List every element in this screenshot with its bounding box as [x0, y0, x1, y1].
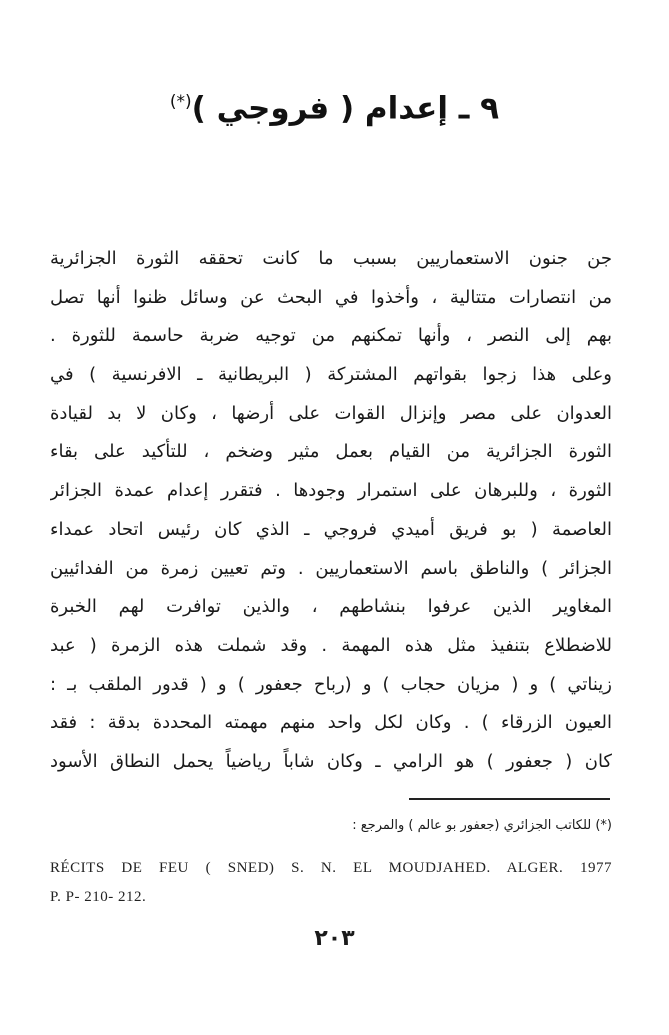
- body-line: زيناتي ) و ( مزيان حجاب ) و (رباح جعفور ) و ( قدور الملقب بـ :: [50, 673, 612, 695]
- body-line: وعلى هذا زجوا بقواتهم المشتركة ( البريطانية ـ الافرنسية ) في: [50, 364, 612, 386]
- body-line: من انتصارات متتالية ، وأخذوا في البحث عن وسائل ظنوا أنها تصل: [50, 286, 612, 308]
- chapter-title: [0, 78, 669, 132]
- footnote-mark: (*): [169, 92, 192, 112]
- body-line: جن جنون الاستعماريين بسبب ما كانت تحققه الثورة الجزائرية: [50, 248, 612, 269]
- body-line: العاصمة ( بو فريق أميدي فروجي ـ الذي كان رئيس اتحاد عمداء: [50, 518, 612, 540]
- page-number: ٢٠٣: [314, 926, 355, 951]
- footnote-reference-line-1: RÉCITS DE FEU ( SNED) S. N. EL MOUDJAHED. ALGER. 1977: [50, 860, 612, 876]
- body-line: الثورة ، وللبرهان على استمرار وجودها . فتقرر إعدام عمدة الجزائر: [50, 480, 612, 502]
- body-line: العيون الزرقاء ) . وكان لكل واحد منهم مهمته المحددة بدقة : فقد: [50, 712, 612, 734]
- footnote-divider: [409, 798, 610, 800]
- body-line: كان ( جعفور ) هو الرامي ـ وكان شاباً رياضياً يحمل النطاق الأسود: [50, 750, 612, 772]
- chapter-title-text: ٩ ـ إعدام ( فروجي ): [191, 90, 500, 127]
- body-line: الجزائر ) والناطق باسم الاستعماريين . وتم تعيين زمرة من الفدائيين: [50, 557, 612, 579]
- footnote-arabic: (*) للكاتب الجزائري (جعفور بو عالم ) والمرجع :: [352, 818, 612, 833]
- body-line: الثورة الجزائرية من القيام بعمل مثير وضخم ، للتأكيد على بقاء: [50, 441, 612, 463]
- footnote-reference-line-2: P. P- 210- 212.: [50, 889, 147, 905]
- body-line: العدوان على مصر وإنزال القوات على أرضها ، وكان لا بد لقيادة: [50, 402, 612, 424]
- body-line: بهم إلى النصر ، وأنها تمكنهم من توجيه ضربة حاسمة للثورة .: [50, 325, 612, 347]
- body-text: [50, 240, 612, 782]
- body-line: للاضطلاع بتنفيذ مثل هذه المهمة . وقد شملت هذه الزمرة ( عبد: [50, 634, 612, 656]
- body-line: المغاوير الذين عرفوا بنشاطهم ، والذين توافرت لهم الخبرة: [50, 596, 612, 618]
